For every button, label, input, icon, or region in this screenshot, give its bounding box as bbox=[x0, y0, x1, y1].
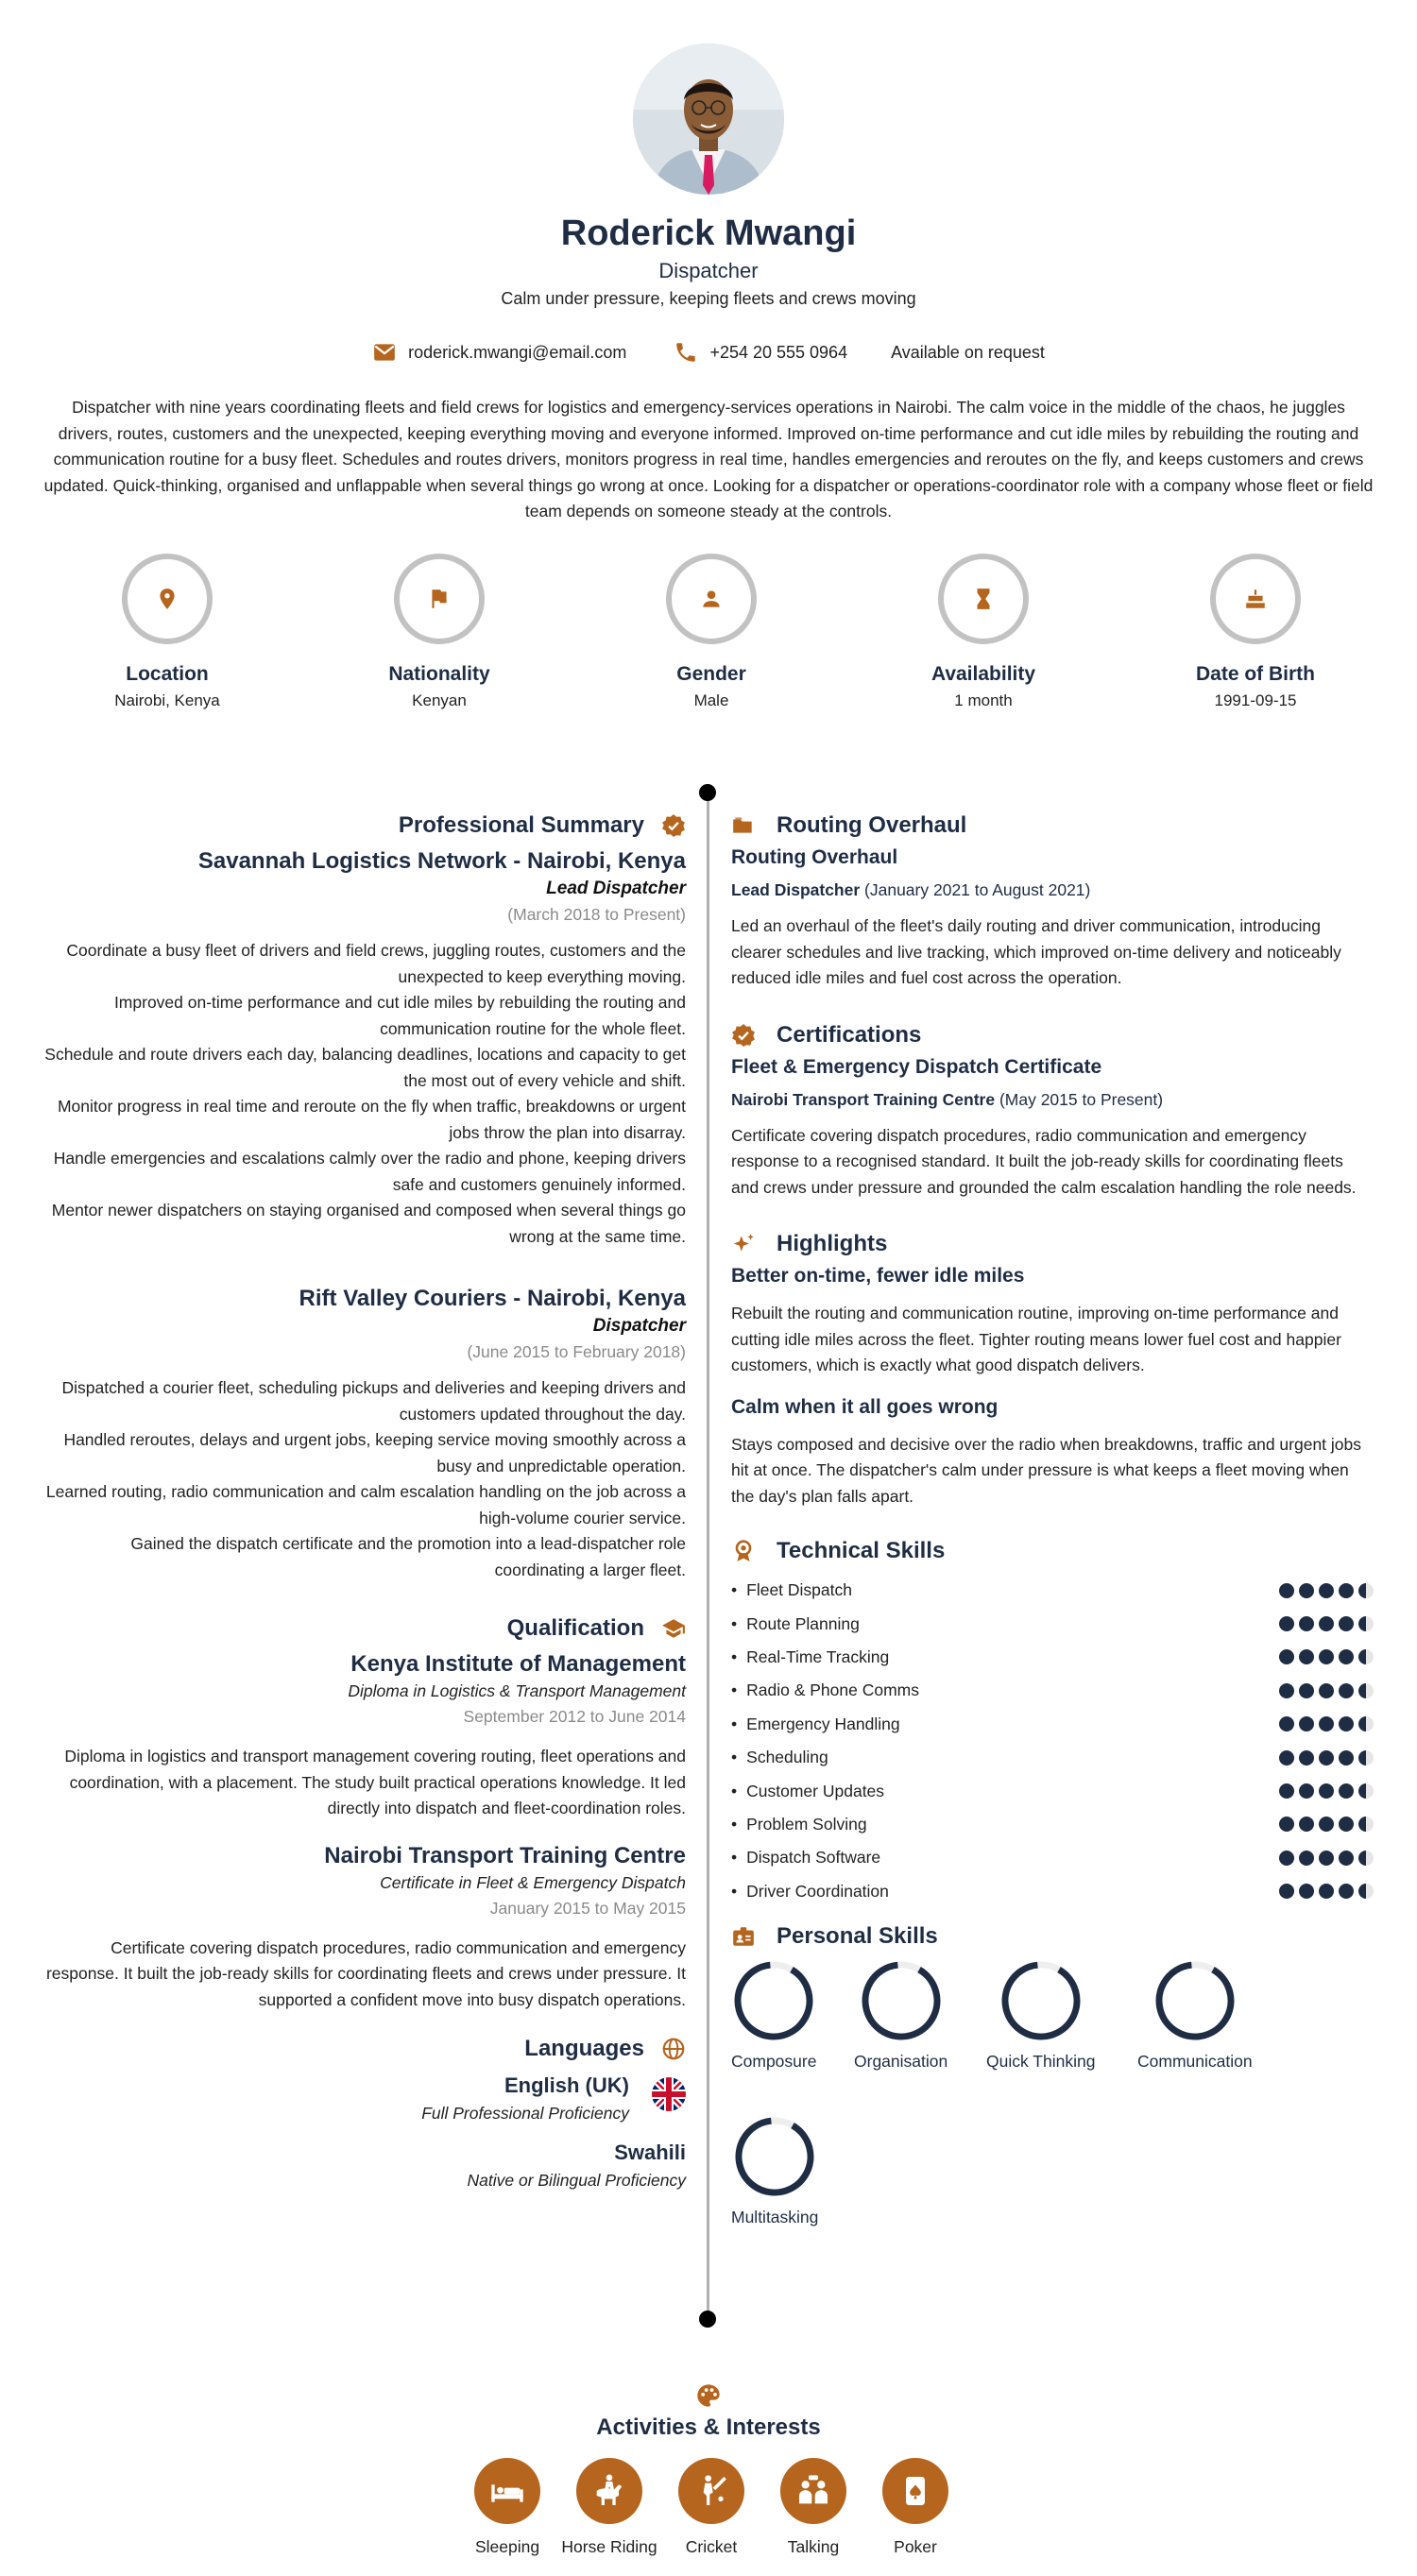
skill-rating bbox=[1279, 1884, 1374, 1899]
palette-icon bbox=[695, 2382, 722, 2409]
cert-meta: Nairobi Transport Training Centre (May 2015 to Present) bbox=[731, 1089, 1164, 1109]
highlight-title: Better on-time, fewer idle miles bbox=[731, 1265, 1025, 1287]
info-nationality: Nationality Kenyan bbox=[326, 554, 553, 710]
skill-name: • Radio & Phone Comms bbox=[731, 1680, 919, 1700]
skill-rating bbox=[1279, 1750, 1374, 1766]
skill-progress-ring bbox=[733, 2115, 816, 2198]
skill-row bbox=[731, 1607, 1374, 1640]
rating-dot bbox=[1339, 1649, 1354, 1664]
qualification-degree: Certificate in Fleet & Emergency Dispatch bbox=[380, 1872, 686, 1892]
qualification-desc: Certificate covering dispatch procedures, radio communication and emergency response. It built the job-ready skills for coordinating fleets and crews under pressure. It supported a confident move into busy dispatch operations. bbox=[45, 1937, 686, 2009]
skill-row bbox=[731, 1708, 1374, 1741]
job-bullet: Mentor newer dispatchers on staying organised and composed when several things go wrong at the same time. bbox=[51, 1201, 686, 1246]
rating-dot bbox=[1358, 1716, 1374, 1732]
job-bullets bbox=[38, 938, 686, 1250]
project-meta: Lead Dispatcher (January 2021 to August 2021) bbox=[731, 880, 1091, 899]
personal-skill-label: Multitasking bbox=[731, 2207, 819, 2226]
activities-title: Activities & Interests bbox=[596, 2414, 821, 2440]
contact-bar bbox=[0, 340, 1417, 365]
bed-icon bbox=[488, 2472, 526, 2510]
rating-dot bbox=[1358, 1649, 1374, 1664]
rating-dot bbox=[1319, 1783, 1334, 1799]
rating-dot bbox=[1299, 1750, 1314, 1766]
availability-note: Available on request bbox=[891, 342, 1045, 362]
skill-name: • Dispatch Software bbox=[731, 1848, 880, 1868]
cricket-icon bbox=[692, 2472, 730, 2510]
rating-dot bbox=[1319, 1716, 1334, 1732]
personal-skill bbox=[731, 1959, 816, 2072]
globe-icon bbox=[661, 2037, 686, 2061]
rating-dot bbox=[1279, 1884, 1294, 1899]
candidate-name: Roderick Mwangi bbox=[560, 213, 857, 253]
rating-dot bbox=[1319, 1817, 1334, 1832]
skill-row bbox=[731, 1808, 1374, 1841]
sparkle-star-icon bbox=[731, 1232, 756, 1256]
contact-phone[interactable] bbox=[674, 340, 847, 365]
job-bullet: Handled reroutes, delays and urgent jobs, keeping service moving smoothly across a busy and unpredictable operation. bbox=[63, 1430, 686, 1476]
award-ribbon-icon bbox=[731, 1539, 756, 1563]
job-bullet: Gained the dispatch certificate and the promotion into a lead-dispatcher role coordinating a larger fleet. bbox=[130, 1534, 686, 1579]
qualification-org: Nairobi Transport Training Centre bbox=[324, 1842, 686, 1868]
section-professional-summary: Professional Summary bbox=[38, 812, 686, 839]
highlight-desc: Stays composed and decisive over the radio when breakdowns, traffic and urgent jobs hit at once. The dispatcher's calm under pressure is what keeps a fleet moving when the day's plan falls apart. bbox=[731, 1434, 1362, 1506]
skill-name: • Real-Time Tracking bbox=[731, 1647, 889, 1667]
skill-name: • Driver Coordination bbox=[731, 1882, 889, 1902]
section-certifications: Certifications bbox=[731, 1022, 1374, 1049]
rating-dot bbox=[1299, 1583, 1314, 1598]
left-column bbox=[38, 812, 686, 2191]
rating-dot bbox=[1299, 1649, 1314, 1664]
language-level: Native or Bilingual Proficiency bbox=[467, 2171, 686, 2190]
rating-dot bbox=[1339, 1683, 1354, 1698]
activity-poker: Poker bbox=[863, 2458, 967, 2557]
job-title: Lead Dispatcher bbox=[546, 879, 686, 898]
rating-dot bbox=[1319, 1851, 1334, 1866]
rating-dot bbox=[1339, 1851, 1354, 1866]
qualification-date: January 2015 to May 2015 bbox=[489, 1898, 686, 1918]
qualification-entry bbox=[38, 1651, 686, 1822]
profile-summary: Dispatcher with nine years coordinating fleets and field crews for logistics and emergency-services operations in Nairobi. The calm voice in the middle of the chaos, he juggles drivers, routes, customers and the unexpected, keeping everything moving and everyone informed. Improved on-time performance and cut idle miles by rebuilding the routing and communication routine for a busy fleet. Schedules and routes drivers, monitors progress in real time, handles emergencies and reroutes on the fly, and keeps customers and crews updated. Quick-thinking, organised and unflappable when several things go wrong at once. Looking for a dispatcher or operations-coordinator role with a company whose fleet or field team depends on someone steady at the controls. bbox=[43, 398, 1374, 520]
qualification-degree: Diploma in Logistics & Transport Management bbox=[348, 1681, 686, 1700]
pin-icon bbox=[155, 587, 179, 611]
phone-text: +254 20 555 0964 bbox=[709, 342, 848, 362]
skill-rating bbox=[1279, 1851, 1374, 1866]
contact-availability bbox=[891, 343, 1045, 363]
skill-rating bbox=[1279, 1817, 1374, 1832]
skill-row bbox=[731, 1641, 1374, 1674]
people-talking-icon bbox=[794, 2472, 832, 2510]
email-icon bbox=[372, 340, 397, 365]
job-org: Rift Valley Couriers - Nairobi, Kenya bbox=[299, 1286, 686, 1311]
skill-rating bbox=[1279, 1649, 1374, 1664]
skill-name: • Emergency Handling bbox=[731, 1714, 900, 1734]
section-languages: Languages bbox=[38, 2036, 686, 2062]
rating-dot bbox=[1339, 1716, 1354, 1732]
language-entry bbox=[38, 2141, 686, 2191]
skill-rating bbox=[1279, 1716, 1374, 1732]
rating-dot bbox=[1358, 1616, 1374, 1631]
playing-card-icon bbox=[896, 2472, 934, 2510]
rating-dot bbox=[1358, 1884, 1374, 1899]
timeline-start-dot bbox=[699, 784, 716, 801]
right-column bbox=[731, 812, 1374, 2271]
rating-dot bbox=[1339, 1783, 1354, 1799]
rating-dot bbox=[1279, 1616, 1294, 1631]
rating-dot bbox=[1319, 1616, 1334, 1631]
job-org: Savannah Logistics Network - Nairobi, Kenya bbox=[197, 848, 686, 874]
personal-skills-grid bbox=[731, 1959, 1374, 2271]
contact-email[interactable] bbox=[372, 340, 626, 365]
rating-dot bbox=[1358, 1783, 1374, 1799]
rating-dot bbox=[1279, 1783, 1294, 1799]
flag-icon bbox=[427, 587, 452, 611]
personal-skill-label: Communication bbox=[1137, 2051, 1253, 2071]
rating-dot bbox=[1279, 1716, 1294, 1732]
activity-cricket: Cricket bbox=[659, 2458, 763, 2557]
verified-badge-icon bbox=[661, 813, 686, 838]
skill-rating bbox=[1279, 1683, 1374, 1698]
rating-dot bbox=[1279, 1750, 1294, 1766]
rating-dot bbox=[1299, 1783, 1314, 1799]
rating-dot bbox=[1339, 1884, 1354, 1899]
rating-dot bbox=[1358, 1851, 1374, 1866]
rating-dot bbox=[1319, 1884, 1334, 1899]
person-icon bbox=[699, 587, 724, 611]
personal-skill bbox=[1137, 1959, 1253, 2072]
rating-dot bbox=[1279, 1649, 1294, 1664]
skill-rating bbox=[1279, 1616, 1374, 1631]
qualification-desc: Diploma in logistics and transport management covering routing, fleet operations and coordination, with a placement. The study built practical operations knowledge. It led directly into dispatch and fleet-coordination roles. bbox=[64, 1747, 686, 1817]
skill-name: • Fleet Dispatch bbox=[731, 1580, 852, 1600]
skill-row bbox=[731, 1674, 1374, 1707]
rating-dot bbox=[1319, 1649, 1334, 1664]
cake-icon bbox=[1243, 587, 1268, 611]
email-text: roderick.mwangi@email.com bbox=[408, 342, 627, 362]
personal-skill bbox=[986, 1959, 1095, 2072]
rating-dot bbox=[1279, 1683, 1294, 1698]
timeline-line bbox=[707, 790, 709, 2320]
section-qualification: Qualification bbox=[38, 1615, 686, 1642]
project-desc: Led an overhaul of the fleet's daily routing and driver communication, introducing clearer schedules and live tracking, which improved on-time delivery and noticeably reduced idle miles and fuel cost across the operation. bbox=[731, 916, 1341, 987]
personal-skill bbox=[731, 2115, 818, 2227]
language-level: Full Professional Proficiency bbox=[421, 2104, 629, 2123]
rating-dot bbox=[1358, 1683, 1374, 1698]
personal-skill-label: Organisation bbox=[854, 2051, 948, 2071]
folder-icon bbox=[731, 813, 756, 838]
skill-rating bbox=[1279, 1583, 1374, 1598]
section-personal-skills: Personal Skills bbox=[731, 1923, 1374, 1950]
skill-progress-ring bbox=[999, 1959, 1083, 2042]
language-name: English (UK) bbox=[504, 2073, 629, 2097]
skill-row bbox=[731, 1774, 1374, 1807]
rating-dot bbox=[1279, 1583, 1294, 1598]
rating-dot bbox=[1339, 1817, 1354, 1832]
qualification-date: September 2012 to June 2014 bbox=[463, 1707, 686, 1726]
skill-progress-ring bbox=[1153, 1959, 1237, 2042]
rating-dot bbox=[1358, 1750, 1374, 1766]
job-bullet: Learned routing, radio communication and calm escalation handling on the job across a high-volume courier service. bbox=[45, 1482, 686, 1527]
uk-flag-icon bbox=[652, 2077, 686, 2111]
skill-progress-ring bbox=[732, 1959, 815, 2042]
activity-sleeping: Sleeping bbox=[455, 2458, 559, 2557]
rating-dot bbox=[1339, 1616, 1354, 1631]
personal-skill-label: Composure bbox=[731, 2051, 817, 2071]
personal-skill-label: Quick Thinking bbox=[986, 2051, 1096, 2071]
info-availability: Availability 1 month bbox=[870, 554, 1097, 710]
rating-dot bbox=[1299, 1817, 1314, 1832]
highlight-title: Calm when it all goes wrong bbox=[731, 1395, 999, 1418]
highlight-desc: Rebuilt the routing and communication routine, improving on-time performance and cutting idle miles across the fleet. Tighter routing means lower fuel cost and happier customers, which is exactly what good dispatch delivers. bbox=[731, 1304, 1341, 1374]
id-badge-icon bbox=[731, 1924, 756, 1949]
rating-dot bbox=[1279, 1851, 1294, 1866]
candidate-tagline: Calm under pressure, keeping fleets and crews moving bbox=[501, 289, 916, 308]
job-bullet: Handle emergencies and escalations calmly over the radio and phone, keeping drivers safe and customers genuinely informed. bbox=[53, 1149, 686, 1194]
rating-dot bbox=[1358, 1817, 1374, 1832]
skill-name: • Scheduling bbox=[731, 1748, 828, 1767]
job-title: Dispatcher bbox=[592, 1316, 686, 1336]
rating-dot bbox=[1299, 1616, 1314, 1631]
qualification-entry bbox=[38, 1843, 686, 2014]
qualification-org: Kenya Institute of Management bbox=[350, 1651, 686, 1677]
skill-name: • Route Planning bbox=[731, 1614, 860, 1634]
cert-subtitle: Fleet & Emergency Dispatch Certificate bbox=[731, 1055, 1102, 1078]
hourglass-icon bbox=[971, 587, 996, 611]
language-entry bbox=[38, 2073, 686, 2124]
skill-name: • Customer Updates bbox=[731, 1782, 884, 1801]
skill-row bbox=[731, 1574, 1374, 1607]
rating-dot bbox=[1319, 1683, 1334, 1698]
phone-icon bbox=[674, 340, 698, 365]
rating-dot bbox=[1279, 1817, 1294, 1832]
skill-row bbox=[731, 1875, 1374, 1908]
section-technical-skills: Technical Skills bbox=[731, 1538, 1374, 1564]
job-bullet: Dispatched a courier fleet, scheduling pickups and deliveries and keeping drivers and customers updated throughout the day. bbox=[61, 1378, 686, 1424]
info-location: Location Nairobi, Kenya bbox=[54, 554, 281, 710]
technical-skills-list bbox=[731, 1574, 1374, 1908]
info-gender: Gender Male bbox=[598, 554, 825, 710]
job-bullet: Schedule and route drivers each day, balancing deadlines, locations and capacity to get the most out of every vehicle and shift. bbox=[44, 1045, 686, 1090]
rating-dot bbox=[1339, 1750, 1354, 1766]
rating-dot bbox=[1319, 1750, 1334, 1766]
rating-dot bbox=[1299, 1683, 1314, 1698]
section-highlights: Highlights bbox=[731, 1231, 1374, 1257]
skill-rating bbox=[1279, 1783, 1374, 1799]
skill-row bbox=[731, 1741, 1374, 1774]
personal-skill bbox=[854, 1959, 948, 2072]
skill-progress-ring bbox=[860, 1959, 943, 2042]
horse-rider-icon bbox=[590, 2472, 628, 2510]
rating-dot bbox=[1299, 1884, 1314, 1899]
rating-dot bbox=[1319, 1583, 1334, 1598]
rating-dot bbox=[1358, 1583, 1374, 1598]
job-date: (June 2015 to February 2018) bbox=[467, 1342, 686, 1361]
job-date: (March 2018 to Present) bbox=[507, 905, 686, 924]
job-bullets bbox=[38, 1375, 686, 1583]
skill-row bbox=[731, 1841, 1374, 1874]
language-name: Swahili bbox=[614, 2141, 686, 2164]
timeline-end-dot bbox=[699, 2311, 716, 2328]
avatar bbox=[633, 43, 784, 195]
rating-dot bbox=[1299, 1851, 1314, 1866]
activity-talking: Talking bbox=[761, 2458, 865, 2557]
rating-dot bbox=[1299, 1716, 1314, 1732]
job-entry bbox=[38, 848, 686, 1250]
section-project: Routing Overhaul bbox=[731, 812, 1374, 839]
info-date-of-birth: Date of Birth 1991-09-15 bbox=[1142, 554, 1369, 710]
rating-dot bbox=[1339, 1583, 1354, 1598]
job-bullet: Coordinate a busy fleet of drivers and field crews, juggling routes, customers and the unexpected to keep everything moving. bbox=[66, 941, 686, 986]
candidate-role: Dispatcher bbox=[658, 259, 759, 282]
job-entry bbox=[38, 1286, 686, 1583]
activity-horse-riding: Horse Riding bbox=[557, 2458, 661, 2557]
skill-name: • Problem Solving bbox=[731, 1815, 867, 1834]
verified-badge-icon bbox=[731, 1023, 756, 1048]
project-subtitle: Routing Overhaul bbox=[731, 846, 898, 868]
graduation-cap-icon bbox=[661, 1616, 686, 1641]
job-bullet: Improved on-time performance and cut idle miles by rebuilding the routing and communication routine for the whole fleet. bbox=[113, 993, 686, 1038]
cert-desc: Certificate covering dispatch procedures, radio communication and emergency response to a recognised standard. It built the job-ready skills for coordinating fleets and crews under pressure and grounded the calm escalation handling the role needs. bbox=[731, 1125, 1357, 1197]
job-bullet: Monitor progress in real time and reroute on the fly when traffic, breakdowns or urgent jobs throw the plan into disarray. bbox=[57, 1097, 686, 1142]
